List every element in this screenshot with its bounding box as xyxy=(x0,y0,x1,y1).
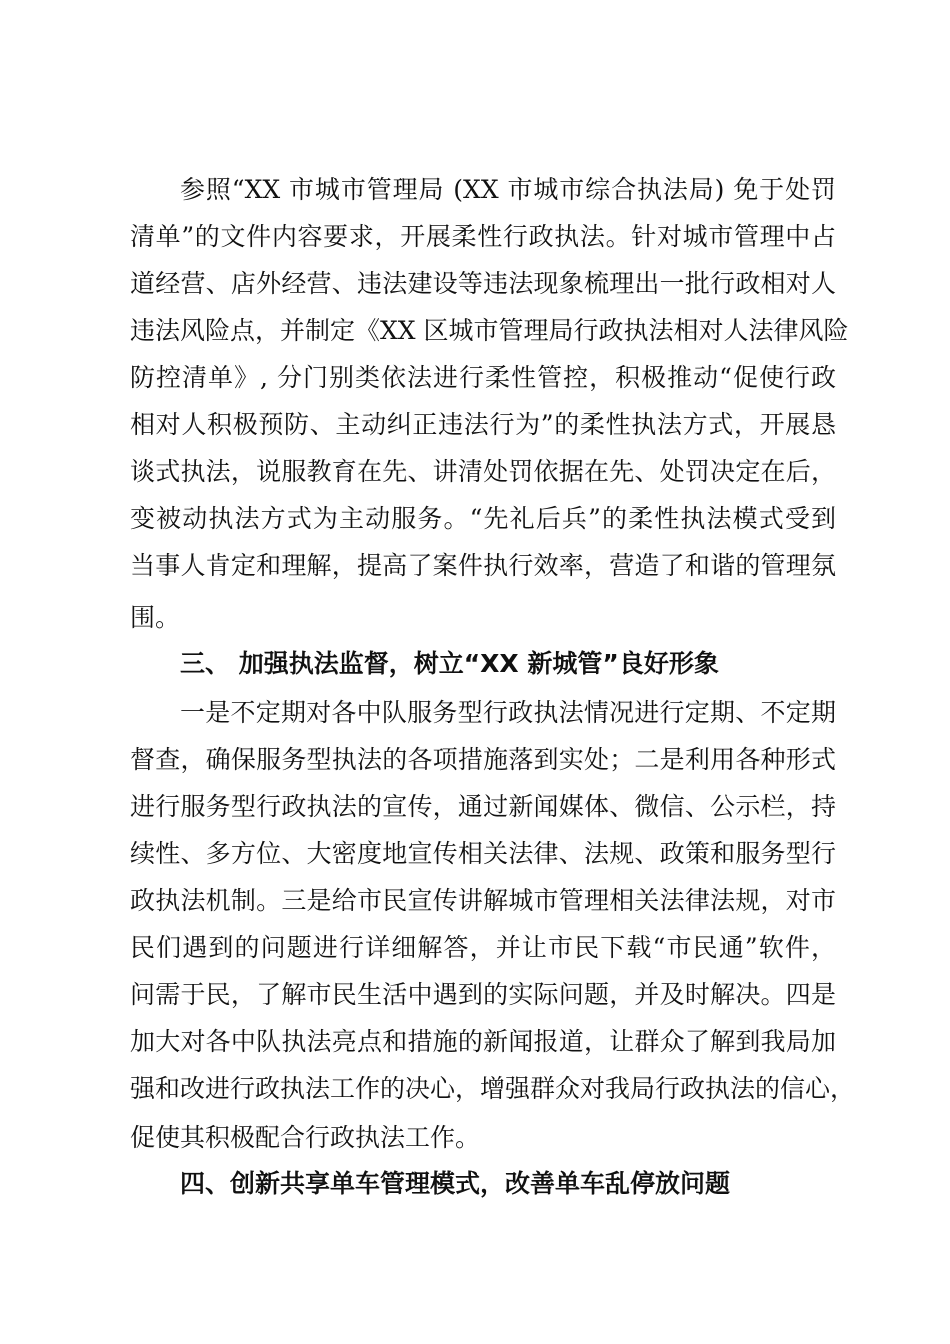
paragraph-line: 续性、多方位、大密度地宣传相关法律、法规、政策和服务型行 xyxy=(130,839,836,868)
paragraph-line: 进行服务型行政执法的宣传，通过新闻媒体、微信、公示栏，持 xyxy=(130,792,836,821)
paragraph-line: 违法风险点，并制定《XX 区城市管理局行政执法相对人法律风险 xyxy=(130,316,849,345)
paragraph-line: 促使其积极配合行政执法工作。 xyxy=(130,1123,481,1152)
paragraph-line: 一是不定期对各中队服务型行政执法情况进行定期、不定期 xyxy=(180,698,836,727)
paragraph-line: 强和改进行政执法工作的决心，增强群众对我局行政执法的信心， xyxy=(130,1074,856,1103)
paragraph-line: 政执法机制。三是给市民宣传讲解城市管理相关法律法规，对市 xyxy=(130,886,836,915)
paragraph-line: 参照“XX 市城市管理局 (XX 市城市综合执法局) 免于处罚 xyxy=(180,175,836,204)
paragraph-line: 道经营、店外经营、违法建设等违法现象梳理出一批行政相对人 xyxy=(130,269,836,298)
paragraph-line: 相对人积极预防、主动纠正违法行为”的柔性执法方式，开展恳 xyxy=(130,410,836,439)
paragraph-line: 加大对各中队执法亮点和措施的新闻报道，让群众了解到我局加 xyxy=(130,1027,836,1056)
paragraph-line: 督查，确保服务型执法的各项措施落到实处；二是利用各种形式 xyxy=(130,745,836,774)
paragraph-line: 变被动执法方式为主动服务。“先礼后兵”的柔性执法模式受到 xyxy=(130,504,836,533)
paragraph-line: 谈式执法，说服教育在先、讲清处罚依据在先、处罚决定在后， xyxy=(130,457,836,486)
paragraph-line: 当事人肯定和理解，提高了案件执行效率，营造了和谐的管理氛 xyxy=(130,551,836,580)
section-heading-4: 四、创新共享单车管理模式，改善单车乱停放问题 xyxy=(180,1169,731,1198)
paragraph-line: 问需于民，了解市民生活中遇到的实际问题，并及时解决。四是 xyxy=(130,980,836,1009)
paragraph-line: 围。 xyxy=(130,603,181,632)
paragraph-line: 民们遇到的问题进行详细解答，并让市民下载“市民通”软件， xyxy=(130,933,836,962)
section-heading-3: 三、 加强执法监督，树立“XX 新城管”良好形象 xyxy=(180,649,719,678)
paragraph-line: 防控清单》, 分门别类依法进行柔性管控，积极推动“促使行政 xyxy=(130,363,836,392)
paragraph-line: 清单”的文件内容要求，开展柔性行政执法。针对城市管理中占 xyxy=(130,222,836,251)
